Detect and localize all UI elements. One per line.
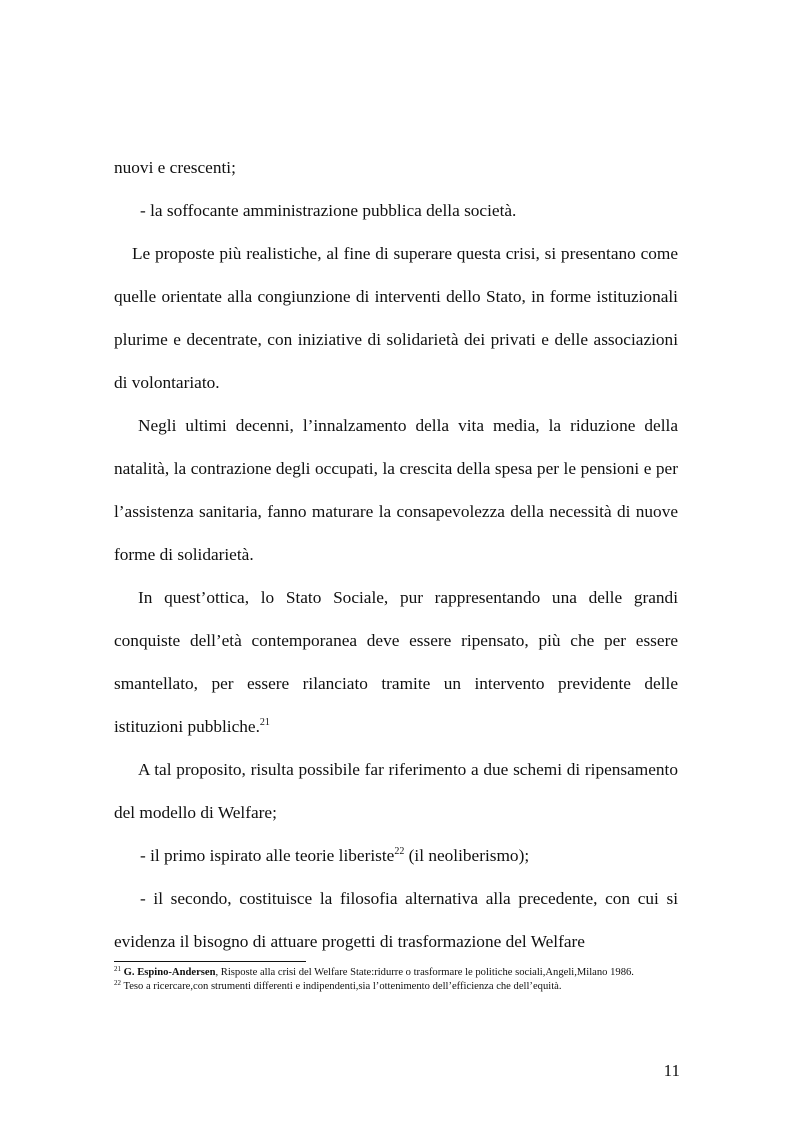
footnote-21-number: 21: [114, 965, 121, 973]
paragraph-4: Negli ultimi decenni, l’innalzamento della vita media, la riduzione della natalità, la contrazione degli occupati, la crescita della spesa per le pensioni e per l’assistenza sanitaria, fanno maturare la consapevolezza della necessità di nuove forme di solidarietà.: [114, 416, 678, 564]
footnote-21: [114, 966, 680, 979]
footnotes: [114, 966, 680, 994]
paragraph-6: A tal proposito, risulta possibile far riferimento a due schemi di ripensamento del modello di Welfare;: [114, 760, 678, 822]
footnote-ref-22: 22: [394, 846, 405, 857]
paragraph-5-text: In quest’ottica, lo Stato Sociale, pur rappresentando una delle grandi conquiste dell’età contemporanea deve essere ripensato, più che per essere smantellato, per essere rilanciato tramite un intervento previdente delle istituzioni pubbliche.: [114, 588, 678, 736]
footnote-21-author: G. Espino-Andersen: [123, 967, 216, 978]
paragraph-2-list-item: - la soffocante amministrazione pubblica della società.: [140, 201, 517, 220]
paragraph-7-text-a: - il primo ispirato alle teorie liberiste: [140, 846, 395, 865]
footnote-21-text: , Risposte alla crisi del Welfare State:ridurre o trasformare le politiche sociali,Angeli,Milano 1986.: [215, 967, 634, 978]
paragraph-3: Le proposte più realistiche, al fine di superare questa crisi, si presentano come quelle orientate alla congiunzione di interventi dello Stato, in forme istituzionali plurime e decentrate, con iniziative di solidarietà dei privati e delle associazioni di volontariato.: [114, 244, 678, 392]
footnote-separator: [114, 961, 306, 962]
page-number: 11: [663, 1061, 680, 1080]
paragraph-7-list-item: [114, 834, 678, 877]
paragraph-5: [114, 576, 678, 748]
footnote-22-text: Teso a ricercare,con strumenti differenti e indipendenti,sia l’ottenimento dell’efficienza che dell’equità.: [121, 981, 562, 992]
paragraph-1: nuovi e crescenti;: [114, 158, 236, 177]
body-text: [114, 146, 678, 963]
footnote-22-number: 22: [114, 979, 121, 987]
paragraph-8-list-item: - il secondo, costituisce la filosofia alternativa alla precedente, con cui si evidenza il bisogno di attuare progetti di trasformazione del Welfare: [114, 889, 678, 951]
footnote-22: [114, 980, 680, 993]
paragraph-7-text-b: (il neoliberismo);: [404, 846, 530, 865]
footnote-ref-21: 21: [259, 717, 270, 728]
